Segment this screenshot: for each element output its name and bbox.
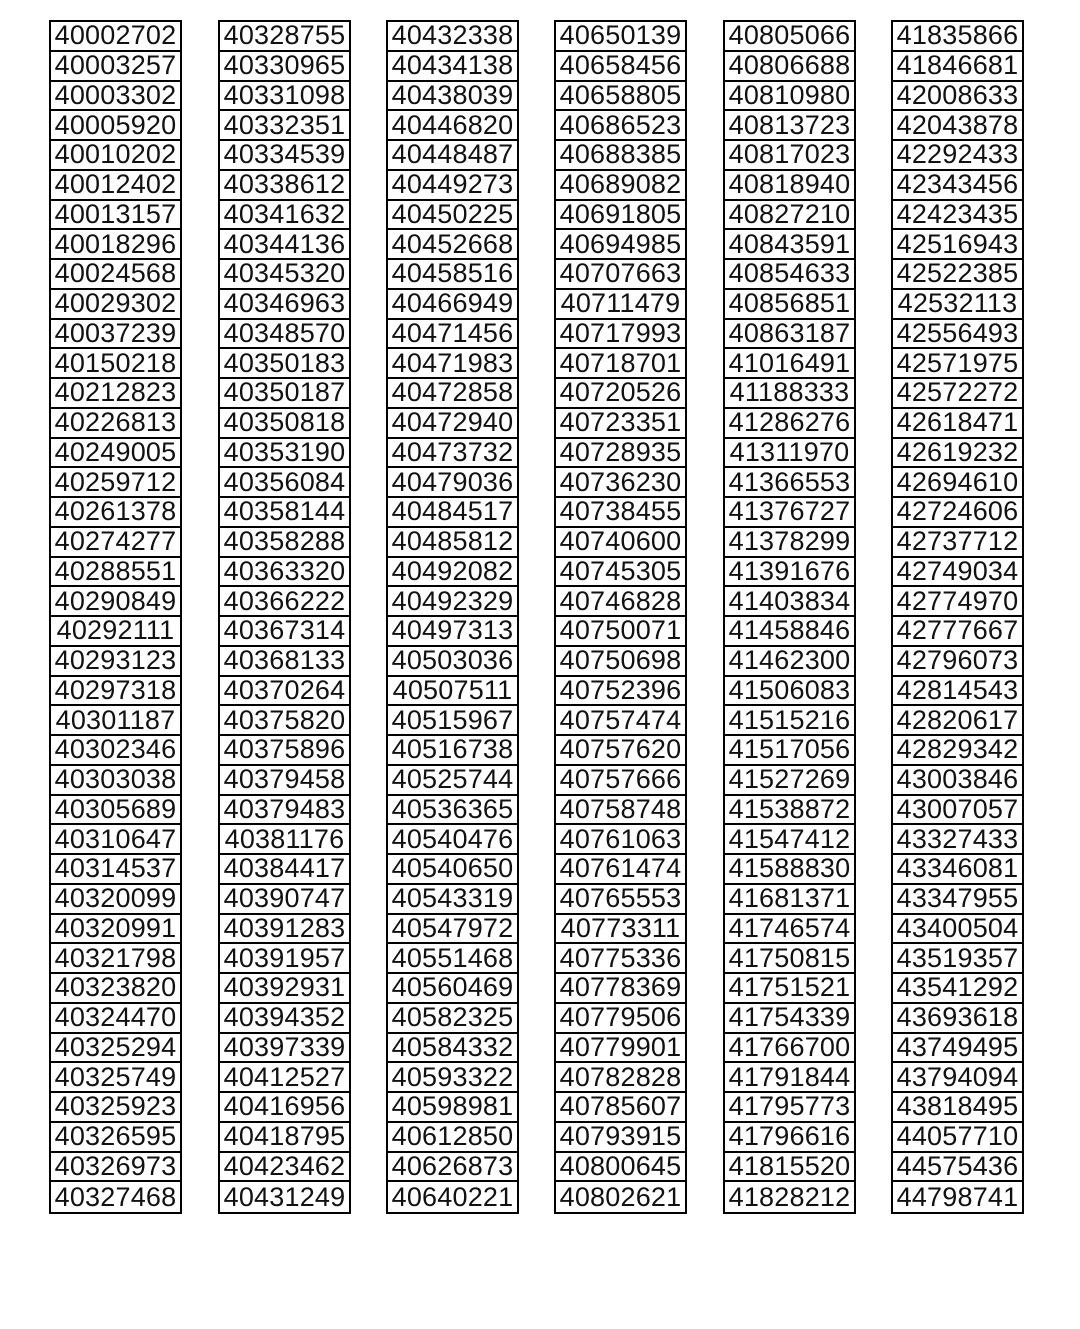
number-column-4 — [554, 20, 687, 1214]
number-cell: 40002702 — [51, 22, 180, 52]
number-cell: 40540650 — [388, 855, 517, 885]
number-cell: 41538872 — [725, 796, 854, 826]
number-cell: 40717993 — [556, 320, 685, 350]
number-cell: 41846681 — [893, 52, 1022, 82]
number-cell: 40024568 — [51, 260, 180, 290]
number-cell: 41815520 — [725, 1153, 854, 1183]
number-cell: 41746574 — [725, 915, 854, 945]
number-cell: 42737712 — [893, 528, 1022, 558]
number-cell: 40288551 — [51, 558, 180, 588]
number-cell: 43400504 — [893, 915, 1022, 945]
number-cell: 40626873 — [388, 1153, 517, 1183]
number-cell: 40330965 — [220, 52, 349, 82]
number-cell: 40471983 — [388, 349, 517, 379]
number-cell: 40375896 — [220, 736, 349, 766]
number-cell: 40328755 — [220, 22, 349, 52]
number-cell: 40249005 — [51, 439, 180, 469]
number-cell: 40843591 — [725, 230, 854, 260]
number-cell: 40397339 — [220, 1034, 349, 1064]
number-cell: 40810980 — [725, 82, 854, 112]
number-cell: 40750698 — [556, 647, 685, 677]
number-cell: 40344136 — [220, 230, 349, 260]
number-cell: 40813723 — [725, 111, 854, 141]
number-cell: 40711479 — [556, 290, 685, 320]
number-cell: 40314537 — [51, 855, 180, 885]
number-cell: 41376727 — [725, 498, 854, 528]
number-cell: 40800645 — [556, 1153, 685, 1183]
number-cell: 41588830 — [725, 855, 854, 885]
number-cell: 44798741 — [896, 1182, 1019, 1212]
number-cell: 40449273 — [388, 171, 517, 201]
number-cell: 40345320 — [220, 260, 349, 290]
number-cell: 40779506 — [556, 1004, 685, 1034]
number-cell: 40348570 — [220, 320, 349, 350]
number-cell: 40448487 — [388, 141, 517, 171]
number-cell: 43794094 — [893, 1063, 1022, 1093]
number-cell: 40450225 — [388, 201, 517, 231]
number-cell: 40350187 — [220, 379, 349, 409]
number-cell: 41791844 — [725, 1063, 854, 1093]
number-cell: 40381176 — [220, 825, 349, 855]
number-cell: 40423462 — [220, 1153, 349, 1183]
number-cell: 40302346 — [51, 736, 180, 766]
number-cell: 40773311 — [556, 915, 685, 945]
number-cell: 41188333 — [725, 379, 854, 409]
number-cell: 40492082 — [388, 558, 517, 588]
number-cell: 40226813 — [51, 409, 180, 439]
number-cell: 40320991 — [51, 915, 180, 945]
number-cell: 40472858 — [388, 379, 517, 409]
number-cell: 42423435 — [893, 201, 1022, 231]
number-cell: 40650139 — [556, 22, 685, 52]
number-column-6 — [891, 20, 1024, 1214]
number-cell: 40863187 — [725, 320, 854, 350]
number-cell: 40005920 — [51, 111, 180, 141]
number-cell: 40547972 — [388, 915, 517, 945]
number-cell: 40472940 — [388, 409, 517, 439]
number-cell: 40612850 — [388, 1123, 517, 1153]
number-column-2 — [218, 20, 351, 1214]
number-cell: 43007057 — [893, 796, 1022, 826]
number-cell: 40350183 — [220, 349, 349, 379]
number-cell: 41391676 — [725, 558, 854, 588]
number-cell: 40416956 — [220, 1093, 349, 1123]
number-cell: 41378299 — [725, 528, 854, 558]
number-column-3 — [386, 20, 519, 1214]
number-cell: 43541292 — [893, 974, 1022, 1004]
number-cell: 40540476 — [388, 825, 517, 855]
number-cell: 41403834 — [725, 587, 854, 617]
number-cell: 40750071 — [556, 617, 685, 647]
number-cell: 40037239 — [51, 320, 180, 350]
number-cell: 40324470 — [51, 1004, 180, 1034]
number-cell: 40516738 — [388, 736, 517, 766]
number-cell: 42618471 — [893, 409, 1022, 439]
number-cell: 40334539 — [220, 141, 349, 171]
number-cell: 43003846 — [893, 766, 1022, 796]
number-cell: 40003302 — [51, 82, 180, 112]
number-cell: 42829342 — [893, 736, 1022, 766]
number-cell: 40723351 — [556, 409, 685, 439]
number-cell: 40736230 — [556, 468, 685, 498]
number-cell: 41462300 — [725, 647, 854, 677]
number-cell: 42619232 — [893, 439, 1022, 469]
number-cell: 40782828 — [556, 1063, 685, 1093]
number-cell: 40323820 — [51, 974, 180, 1004]
number-cell: 40029302 — [51, 290, 180, 320]
number-cell: 40432338 — [388, 22, 517, 52]
number-cell: 40765553 — [556, 885, 685, 915]
number-cell: 40757620 — [556, 736, 685, 766]
number-cell: 40484517 — [388, 498, 517, 528]
number-cell: 40503036 — [388, 647, 517, 677]
number-cell: 40384417 — [220, 855, 349, 885]
number-cell: 40358288 — [220, 528, 349, 558]
number-cell: 40446820 — [388, 111, 517, 141]
number-cell: 40745305 — [556, 558, 685, 588]
number-cell: 40379458 — [220, 766, 349, 796]
number-cell: 42008633 — [893, 82, 1022, 112]
number-cell: 40438039 — [388, 82, 517, 112]
number-cell: 40536365 — [388, 796, 517, 826]
number-cell: 40274277 — [51, 528, 180, 558]
number-cell: 40507511 — [388, 677, 517, 707]
number-cell: 40375820 — [220, 706, 349, 736]
number-cell: 40452668 — [388, 230, 517, 260]
number-cell: 40689082 — [556, 171, 685, 201]
number-cell: 40431249 — [223, 1182, 346, 1212]
number-cell: 40775336 — [556, 944, 685, 974]
number-cell: 40720526 — [556, 379, 685, 409]
number-cell: 40854633 — [725, 260, 854, 290]
number-cell: 40391283 — [220, 915, 349, 945]
number-cell: 41515216 — [725, 706, 854, 736]
number-cell: 40331098 — [220, 82, 349, 112]
number-cell: 42532113 — [893, 290, 1022, 320]
number-cell: 40301187 — [51, 706, 180, 736]
number-cell: 40746828 — [556, 587, 685, 617]
number-cell: 40303038 — [51, 766, 180, 796]
number-cell: 40292111 — [51, 617, 180, 647]
number-cell: 40584332 — [388, 1034, 517, 1064]
number-cell: 41527269 — [725, 766, 854, 796]
number-cell: 44575436 — [893, 1153, 1022, 1183]
number-cell: 40418795 — [220, 1123, 349, 1153]
number-cell: 41828212 — [728, 1182, 851, 1212]
number-cell: 40434138 — [388, 52, 517, 82]
number-cell: 42343456 — [893, 171, 1022, 201]
number-cell: 40325923 — [51, 1093, 180, 1123]
number-cell: 40598981 — [388, 1093, 517, 1123]
number-cell: 40691805 — [556, 201, 685, 231]
number-cell: 40752396 — [556, 677, 685, 707]
number-cell: 41311970 — [725, 439, 854, 469]
number-cell: 40728935 — [556, 439, 685, 469]
number-cell: 42292433 — [893, 141, 1022, 171]
number-cell: 40658456 — [556, 52, 685, 82]
number-cell: 40412527 — [220, 1063, 349, 1093]
number-cell: 40785607 — [556, 1093, 685, 1123]
number-cell: 40370264 — [220, 677, 349, 707]
number-cell: 41750815 — [725, 944, 854, 974]
number-cell: 41517056 — [725, 736, 854, 766]
number-cell: 40543319 — [388, 885, 517, 915]
number-cell: 41286276 — [725, 409, 854, 439]
number-cell: 42522385 — [893, 260, 1022, 290]
number-cell: 40346963 — [220, 290, 349, 320]
number-cell: 42749034 — [893, 558, 1022, 588]
number-cell: 41835866 — [893, 22, 1022, 52]
number-cell: 40391957 — [220, 944, 349, 974]
number-cell: 40497313 — [388, 617, 517, 647]
number-cell: 41796616 — [725, 1123, 854, 1153]
number-cell: 40321798 — [51, 944, 180, 974]
number-cell: 40761063 — [556, 825, 685, 855]
number-cell: 40458516 — [388, 260, 517, 290]
number-cell: 40363320 — [220, 558, 349, 588]
number-cell: 40018296 — [51, 230, 180, 260]
number-cell: 41547412 — [725, 825, 854, 855]
number-cell: 43519357 — [893, 944, 1022, 974]
number-cell: 42820617 — [893, 706, 1022, 736]
number-cell: 40353190 — [220, 439, 349, 469]
number-cell: 40290849 — [51, 587, 180, 617]
number-cell: 40341632 — [220, 201, 349, 231]
number-cell: 40817023 — [725, 141, 854, 171]
number-cell: 42796073 — [893, 647, 1022, 677]
number-cell: 40325294 — [51, 1034, 180, 1064]
number-cell: 40806688 — [725, 52, 854, 82]
number-cell: 42572272 — [893, 379, 1022, 409]
number-cell: 40350818 — [220, 409, 349, 439]
number-cell: 42556493 — [893, 320, 1022, 350]
number-cell: 40805066 — [725, 22, 854, 52]
number-cell: 40761474 — [556, 855, 685, 885]
number-cell: 40390747 — [220, 885, 349, 915]
number-cell: 40326973 — [51, 1153, 180, 1183]
number-cell: 42814543 — [893, 677, 1022, 707]
number-cell: 42516943 — [893, 230, 1022, 260]
number-column-5 — [723, 20, 856, 1214]
number-cell: 44057710 — [893, 1123, 1022, 1153]
number-cell: 40688385 — [556, 141, 685, 171]
number-cell: 42724606 — [893, 498, 1022, 528]
number-cell: 43347955 — [893, 885, 1022, 915]
number-cell: 40325749 — [51, 1063, 180, 1093]
number-cell: 40305689 — [51, 796, 180, 826]
number-cell: 40259712 — [51, 468, 180, 498]
number-cell: 41754339 — [725, 1004, 854, 1034]
number-cell: 40150218 — [51, 349, 180, 379]
number-cell: 40740600 — [556, 528, 685, 558]
number-cell: 40358144 — [220, 498, 349, 528]
number-cell: 41366553 — [725, 468, 854, 498]
number-cell: 42694610 — [893, 468, 1022, 498]
number-cell: 40525744 — [388, 766, 517, 796]
number-cell: 40320099 — [51, 885, 180, 915]
number-cell: 40338612 — [220, 171, 349, 201]
number-cell: 40368133 — [220, 647, 349, 677]
number-cell: 40310647 — [51, 825, 180, 855]
number-cell: 40485812 — [388, 528, 517, 558]
number-cell: 41458846 — [725, 617, 854, 647]
number-cell: 40757474 — [556, 706, 685, 736]
number-cell: 40293123 — [51, 647, 180, 677]
number-cell: 42571975 — [893, 349, 1022, 379]
number-cell: 40010202 — [51, 141, 180, 171]
number-cell: 40367314 — [220, 617, 349, 647]
number-cell: 40392931 — [220, 974, 349, 1004]
number-column-1 — [49, 20, 182, 1214]
number-cell: 40694985 — [556, 230, 685, 260]
number-cell: 41766700 — [725, 1034, 854, 1064]
number-cell: 43693618 — [893, 1004, 1022, 1034]
number-cell: 40779901 — [556, 1034, 685, 1064]
number-cell: 40515967 — [388, 706, 517, 736]
number-cell: 41016491 — [725, 349, 854, 379]
number-cell: 40793915 — [556, 1123, 685, 1153]
number-cell: 40640221 — [391, 1182, 514, 1212]
number-cell: 40003257 — [51, 52, 180, 82]
number-cell: 40297318 — [51, 677, 180, 707]
number-cell: 40212823 — [51, 379, 180, 409]
number-cell: 40332351 — [220, 111, 349, 141]
number-cell: 43749495 — [893, 1034, 1022, 1064]
number-cell: 40013157 — [51, 201, 180, 231]
number-cell: 42043878 — [893, 111, 1022, 141]
number-cell: 43327433 — [893, 825, 1022, 855]
number-cell: 43818495 — [893, 1093, 1022, 1123]
number-cell: 40466949 — [388, 290, 517, 320]
number-cell: 40012402 — [51, 171, 180, 201]
number-cell: 40471456 — [388, 320, 517, 350]
number-cell: 40582325 — [388, 1004, 517, 1034]
number-cell: 40356084 — [220, 468, 349, 498]
number-cell: 41751521 — [725, 974, 854, 1004]
number-cell: 40326595 — [51, 1123, 180, 1153]
number-cell: 42774970 — [893, 587, 1022, 617]
number-cell: 40473732 — [388, 439, 517, 469]
number-cell: 40327468 — [54, 1182, 177, 1212]
number-cell: 40718701 — [556, 349, 685, 379]
number-cell: 40778369 — [556, 974, 685, 1004]
number-cell: 40856851 — [725, 290, 854, 320]
number-cell: 40379483 — [220, 796, 349, 826]
number-cell: 40479036 — [388, 468, 517, 498]
number-cell: 41795773 — [725, 1093, 854, 1123]
number-cell: 41681371 — [725, 885, 854, 915]
number-cell: 40758748 — [556, 796, 685, 826]
number-cell: 40827210 — [725, 201, 854, 231]
number-cell: 40593322 — [388, 1063, 517, 1093]
number-cell: 40261378 — [51, 498, 180, 528]
number-cell: 42777667 — [893, 617, 1022, 647]
number-cell: 40757666 — [556, 766, 685, 796]
number-cell: 41506083 — [725, 677, 854, 707]
number-cell: 40818940 — [725, 171, 854, 201]
number-cell: 40686523 — [556, 111, 685, 141]
number-cell: 40802621 — [559, 1182, 682, 1212]
number-cell: 40658805 — [556, 82, 685, 112]
number-cell: 40551468 — [388, 944, 517, 974]
number-cell: 40492329 — [388, 587, 517, 617]
number-cell: 40738455 — [556, 498, 685, 528]
number-cell: 40394352 — [220, 1004, 349, 1034]
number-cell: 43346081 — [893, 855, 1022, 885]
number-cell: 40707663 — [556, 260, 685, 290]
number-cell: 40366222 — [220, 587, 349, 617]
number-cell: 40560469 — [388, 974, 517, 1004]
